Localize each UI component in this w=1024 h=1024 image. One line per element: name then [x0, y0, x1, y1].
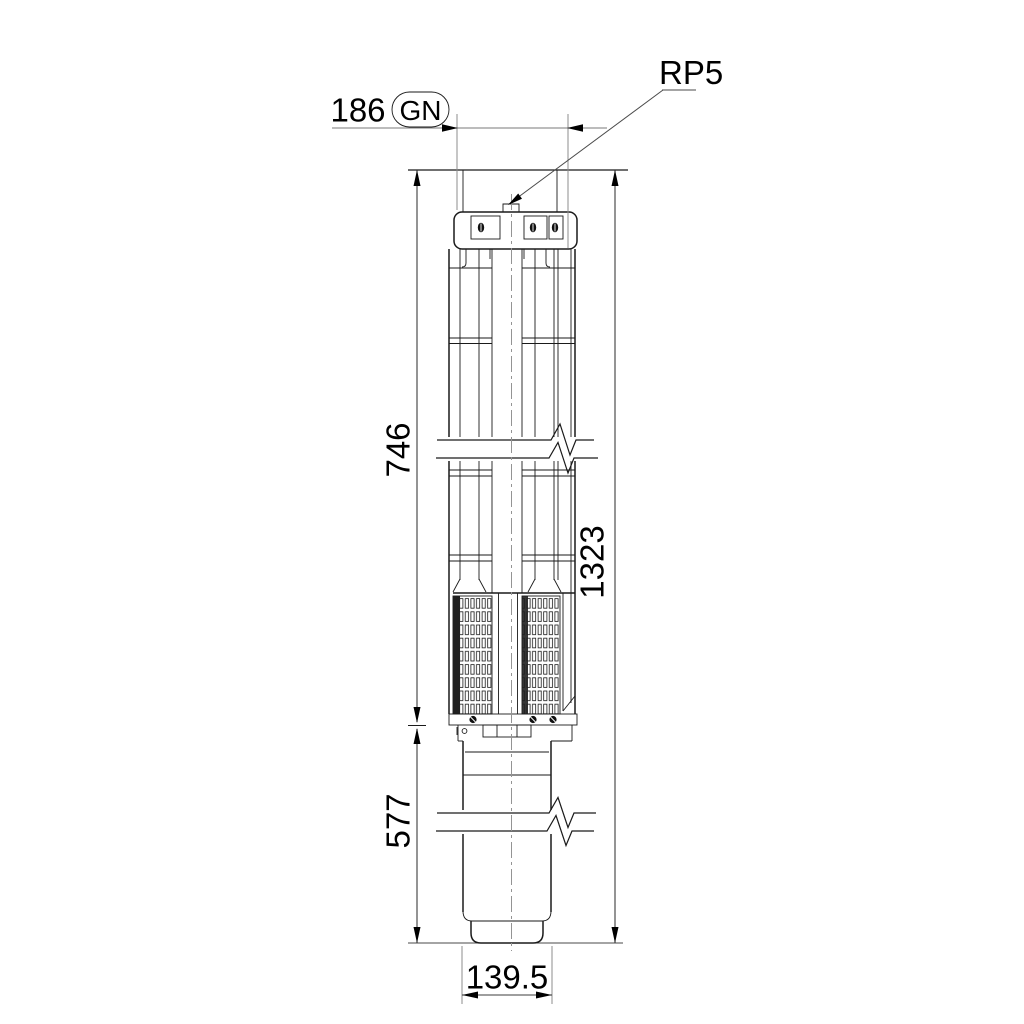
right-dimension-1323	[574, 170, 619, 943]
pump-head	[454, 204, 577, 249]
dimension-overall-length: 1323	[573, 525, 611, 599]
leader-arrowhead-icon	[508, 194, 522, 206]
top-reference-line	[408, 170, 628, 212]
pump-bottom-flange	[449, 714, 577, 725]
gn-variant-badge	[392, 92, 449, 127]
motor-bottom-cap	[471, 921, 543, 943]
flange-screw-icon	[469, 716, 556, 723]
suction-screen	[453, 593, 575, 714]
dimension-motor-length: 577	[379, 793, 417, 849]
variant-label: GN	[399, 95, 442, 126]
head-screw-icon	[478, 223, 558, 233]
dimension-pump-length: 746	[379, 422, 417, 478]
break-symbol-lower	[436, 798, 596, 846]
bottom-width-dimension	[462, 946, 552, 1004]
dimension-top-width: 186	[330, 91, 386, 129]
connection-label-rp5: RP5	[659, 54, 724, 91]
dimension-bottom-width: 139.5	[465, 958, 549, 996]
left-dimension-746	[380, 170, 421, 723]
motor	[457, 725, 572, 943]
left-dimension-577	[380, 728, 421, 943]
